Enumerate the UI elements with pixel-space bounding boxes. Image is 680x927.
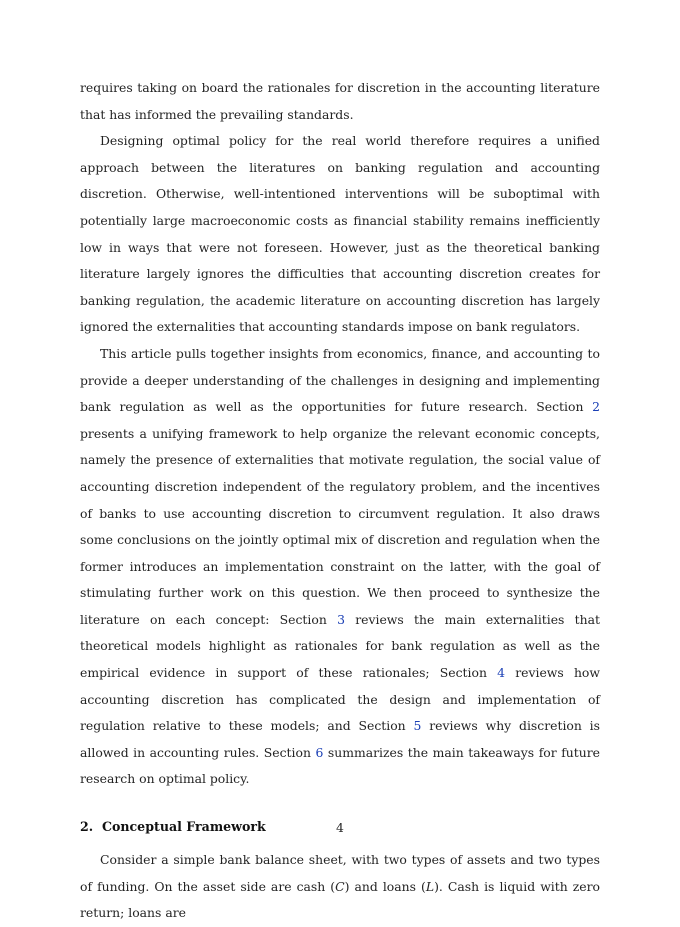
section-4-link[interactable]: 4 [497, 665, 506, 681]
paragraph-optimal-policy: Designing optimal policy for the real world therefore requires a unified approach between the literatures on banking regulation and accounting discretion. Otherwise, well-intentioned interventions will be suboptimal with potentially large macroeconomic costs as financial stability remains inefficiently low in ways that were not foreseen. However, just as the theoretical banking literature largely ignores the difficulties that accounting discretion creates for banking regulation, the academic literature on accounting discretion has largely ignored the externalities that accounting standards impose on bank regulators. [80, 133, 600, 335]
text-run: presents a unifying framework to help organize the relevant economic concepts, namely the presence of externalities that motivate regulation, the social value of accounting discretion independent of the regulatory problem, and the incentives of banks to use accounting discretion to circumvent regulation. It also draws some conclusions on the jointly optimal mix of discretion and regulation when the former introduces an implementation constraint on the latter, with the goal of stimulating further work on this question. We then proceed to synthesize the literature on each concept: Section [80, 425, 600, 627]
section-2-link[interactable]: 2 [592, 399, 600, 415]
section-number: 2. [80, 819, 94, 835]
text-run: summarizes the main takeaways for future research on optimal policy. [80, 744, 600, 787]
text-run: ). Cash is liquid with zero return; loans are [80, 878, 601, 921]
section-3-link[interactable]: 3 [337, 611, 345, 627]
text-run: reviews how accounting discretion has complicated the design and implementation of regulation relative to these models; and Section [80, 665, 600, 734]
text-run: ) and loans ( [344, 878, 426, 894]
text-run: This article pulls together insights from economics, finance, and accounting to provide a deeper understanding of the challenges in designing and implementing bank regulation as well as the opportunities for future research. Section [80, 345, 600, 415]
paragraph-continuation: requires taking on board the rationales for discretion in the accounting literature that has informed the prevailing standards. [80, 80, 600, 122]
section-6-link[interactable]: 6 [315, 744, 324, 760]
text-run: reviews why discretion is allowed in accounting rules. Section [80, 718, 601, 760]
math-loans-symbol: L [425, 878, 435, 894]
page-body [80, 75, 600, 927]
text-run: reviews the main externalities that theoretical models highlight as rationales for bank regulation as well as the empirical evidence in support of these rationales; Section [80, 611, 601, 681]
page-number: 4 [336, 820, 344, 835]
section-title: Conceptual Framework [101, 819, 266, 835]
paragraph-balance-sheet [80, 847, 600, 927]
text-run: Consider a simple bank balance sheet, with two types of assets and two types of funding. On the asset side are cash ( [80, 852, 600, 894]
paragraph-article-overview [80, 341, 600, 793]
section-5-link[interactable]: 5 [413, 718, 422, 734]
math-cash-symbol: C [335, 878, 345, 894]
